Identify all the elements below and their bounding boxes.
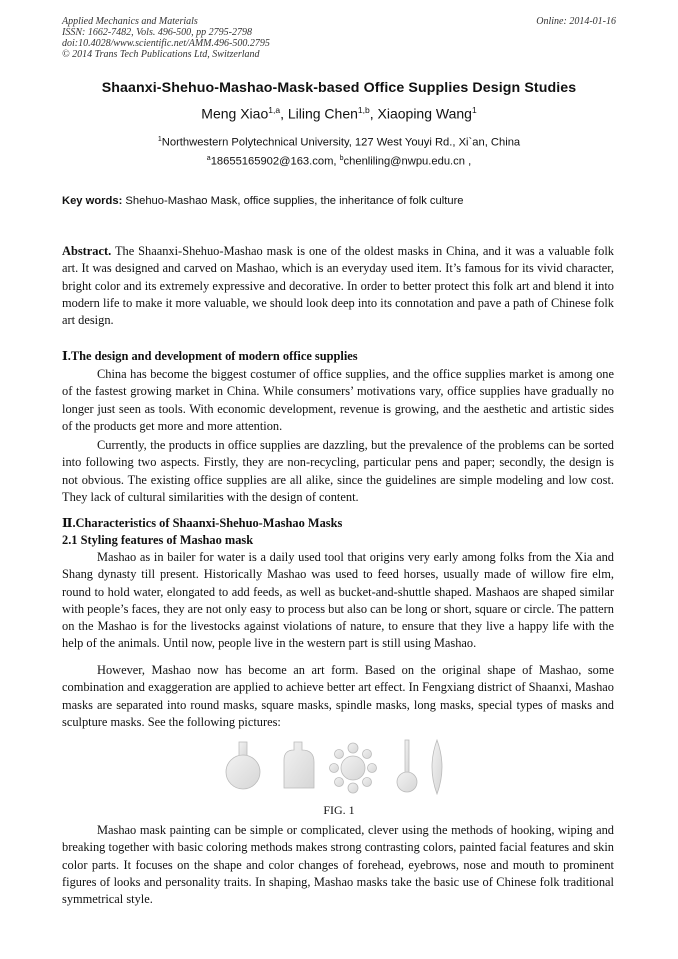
online-date: Online: 2014-01-16 bbox=[536, 16, 616, 27]
paper-title: Shaanxi-Shehuo-Mashao-Mask-based Office Supplies Design Studies bbox=[101, 80, 577, 96]
author-name: Xiaoping Wang bbox=[377, 105, 472, 122]
section-1-paragraph-2: Currently, the products in office supplies are dazzling, but the prevalence of the problems can be sorted into following two aspects. Firstly, they are non-recycling, particular pens and paper; secondly, the design is not obvious. The existing office supplies are all alike, since the guidelines are simple modeling and low cost. They lack of cultural similarities with the design of content. bbox=[62, 438, 614, 504]
issn-line: ISSN: 1662-7482, Vols. 496-500, pp 2795-2798 bbox=[62, 27, 252, 38]
spindle-mask-shape bbox=[432, 740, 442, 794]
section-1-paragraph-1: China has become the biggest costumer of office supplies, and the office supplies market is among one of the fastest growing market in China. While consumers’ motivations vary, office supplies have gradually no longer just seen as tools. With economic development, revenue is growing, and the aesthetic and artistic sides of the products get more and more attention. bbox=[62, 367, 614, 433]
author-sup: 1,b bbox=[357, 105, 370, 115]
abstract-text: The Shaanxi-Shehuo-Mashao mask is one of the oldest masks in China, and it was a valuable folk art. It was designed and carved on Mashao, which is an everyday used item. It’s famous for its vivid character, bright color and its extremely expressive and decorative. In order to better protect this folk art and blend it into modern life to make it more valuable, we should look deep into its connotation and pave a path of Chinese folk art design. bbox=[62, 244, 614, 328]
affiliation-sup: 1 bbox=[157, 136, 162, 143]
round-mask-shape bbox=[226, 742, 260, 789]
copyright-line: © 2014 Trans Tech Publications Ltd, Switzerland bbox=[62, 49, 260, 60]
section-2-1-subheading: 2.1 Styling features of Mashao mask bbox=[62, 533, 254, 547]
long-mask-shape bbox=[397, 740, 417, 792]
mashao-shapes-figure bbox=[222, 738, 452, 796]
affiliation bbox=[0, 136, 678, 149]
author-sup: 1 bbox=[471, 105, 477, 115]
author-sup: 1,a bbox=[268, 105, 281, 115]
doi-line: doi:10.4028/www.scientific.net/AMM.496-500.2795 bbox=[62, 38, 270, 49]
email-a: 18655165902@163.com, bbox=[210, 155, 337, 168]
special-mask-shape bbox=[330, 743, 377, 793]
journal-header bbox=[62, 16, 270, 60]
square-mask-shape bbox=[284, 742, 314, 788]
author-name: Meng Xiao bbox=[201, 105, 269, 122]
keywords bbox=[62, 195, 464, 207]
author-list: Meng Xiao$^{1,a}$, Liling Chen$^{1,b}$, Xiaoping Wang$^1$ bbox=[201, 105, 477, 122]
author-emails bbox=[0, 155, 678, 168]
section-2-paragraph-2: However, Mashao now has become an art form. Based on the original shape of Mashao, some combination and exaggeration are applied to achieve better art effect. In Fengxiang district of Shaanxi, Mashao masks are separated into round masks, square masks, spindle masks, long masks, special types of masks and sculpture masks. See the following pictures: bbox=[62, 663, 614, 729]
email-sup-b: b bbox=[339, 155, 344, 162]
journal-name: Applied Mechanics and Materials bbox=[62, 16, 198, 27]
section-1-heading: Ⅰ.The design and development of modern office supplies bbox=[62, 349, 358, 363]
keywords-label: Key words: bbox=[62, 195, 123, 207]
abstract bbox=[62, 243, 614, 329]
section-2-paragraph-1: Mashao as in bailer for water is a daily used tool that origins very early among folks from the Xia and Shang dynasty till present. Historically Mashao was used to feed horses, usually made of willow fire elm, round to hold water, elongated to add feeds, as well as bucket-and-shuttle shaped. Mashaos are shaped similar with people’s faces, they are not only easy to process but also can be long or short, square or circle. The pattern on the Mashao is for the livestocks against violations of nature, to ensure that they live a happy life with the help of the animals. Until now, people live in the western part is still using Mashao. bbox=[62, 550, 614, 651]
section-2-paragraph-3: Mashao mask painting can be simple or complicated, clever using the methods of hooking, wiping and breaking together with basic coloring methods makes strong contrasting colors, painted facial features and skin color parts. It focuses on the shape and color changes of forehead, eyebrows, nose and mouth to prominent figures of looks and personality traits. In shaping, Mashao masks take the basic use of Chinese folk traditional symmetrical style. bbox=[62, 823, 614, 907]
affiliation-text: Northwestern Polytechnical University, 127 West Youyi Rd., Xi`an, China bbox=[161, 136, 521, 149]
figure-caption: FIG. 1 bbox=[323, 803, 355, 817]
author-name: Liling Chen bbox=[287, 105, 358, 122]
keywords-text: Shehuo-Mashao Mask, office supplies, the inheritance of folk culture bbox=[125, 195, 464, 207]
section-2-heading: Ⅱ.Characteristics of Shaanxi-Shehuo-Mashao Masks bbox=[62, 516, 343, 530]
abstract-label: Abstract. bbox=[62, 244, 112, 258]
email-b: chenliling@nwpu.edu.cn , bbox=[343, 155, 472, 168]
email-sup-a: a bbox=[206, 155, 211, 162]
